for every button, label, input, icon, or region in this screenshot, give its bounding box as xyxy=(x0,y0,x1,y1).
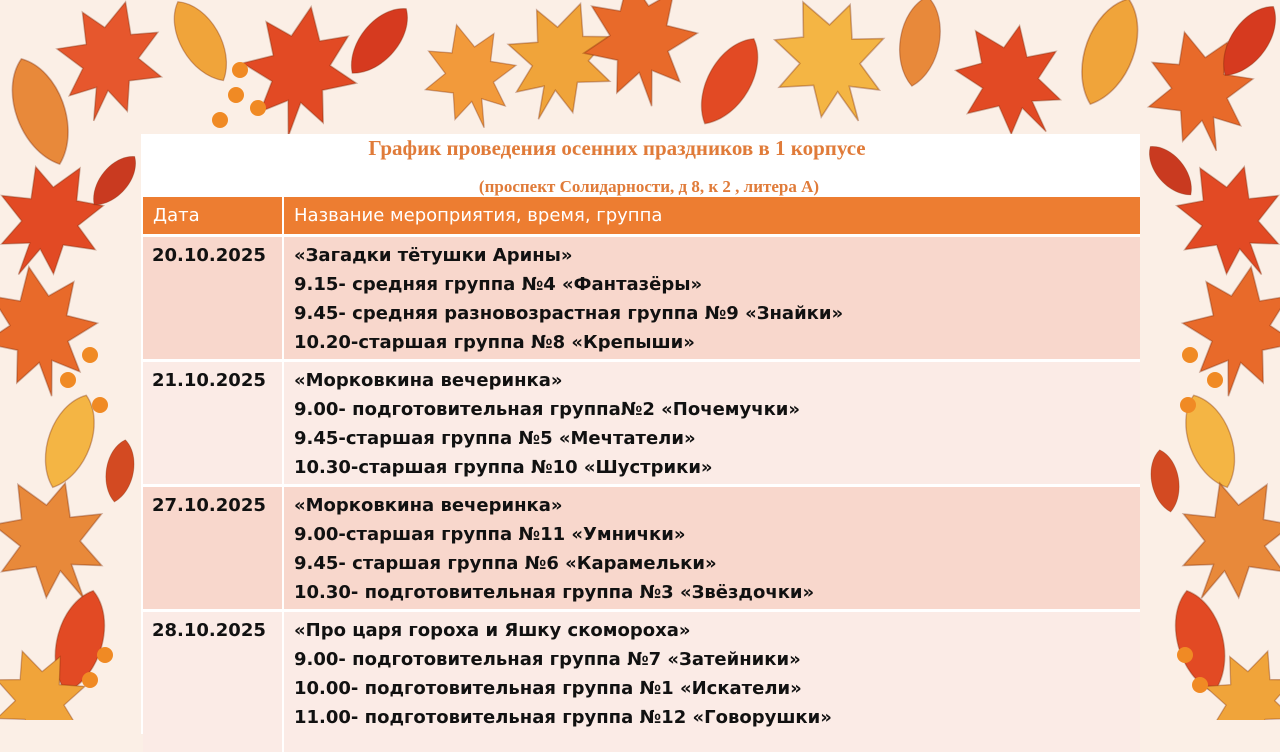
berry-icon xyxy=(1207,372,1223,388)
berry-icon xyxy=(97,647,113,663)
autumn-leaf-icon xyxy=(101,438,139,505)
autumn-leaf-icon xyxy=(572,0,708,116)
event-title: «Морковкина вечеринка» xyxy=(294,370,563,391)
berry-icon xyxy=(82,347,98,363)
event-line: 9.00-старшая группа №11 «Умнички» xyxy=(294,524,686,545)
event-cell xyxy=(284,487,814,609)
autumn-leaf-icon xyxy=(161,0,240,90)
event-line: 10.00- подготовительная группа №1 «Искатели» xyxy=(294,678,802,699)
autumn-leaf-icon xyxy=(232,0,368,146)
table-row xyxy=(143,359,1140,484)
event-line: 10.30- подготовительная группа №3 «Звёздочки» xyxy=(294,582,815,603)
berry-icon xyxy=(1177,647,1193,663)
berry-icon xyxy=(82,672,98,688)
event-line: 9.45- старшая группа №6 «Карамельки» xyxy=(294,553,717,574)
autumn-leaf-icon xyxy=(0,257,108,406)
column-header-date: Дата xyxy=(143,197,284,234)
berry-icon xyxy=(228,87,244,103)
event-line: 9.45-старшая группа №5 «Мечтатели» xyxy=(294,428,696,449)
table-row xyxy=(143,609,1140,752)
event-cell xyxy=(284,362,800,484)
event-cell xyxy=(284,237,843,359)
autumn-leaf-icon xyxy=(893,0,947,89)
autumn-leaf-icon xyxy=(1068,0,1151,112)
page-title: График проведения осенних праздников в 1 корпусе xyxy=(368,136,866,160)
autumn-leaf-icon xyxy=(411,13,529,140)
table-row xyxy=(143,484,1140,609)
berry-icon xyxy=(60,372,76,388)
berry-icon xyxy=(212,112,228,128)
date-cell: 20.10.2025 xyxy=(143,237,284,359)
autumn-leaf-icon xyxy=(1146,448,1184,515)
autumn-leaf-icon xyxy=(338,0,420,85)
berry-icon xyxy=(1182,347,1198,363)
autumn-leaf-icon xyxy=(0,141,127,302)
date-cell: 27.10.2025 xyxy=(143,487,284,609)
berry-icon xyxy=(92,397,108,413)
berry-icon xyxy=(1180,397,1196,413)
page-subtitle: (проспект Солидарности, д 8, к 2 , литера А) xyxy=(478,177,820,196)
table-row xyxy=(143,234,1140,359)
event-line: 10.20-старшая группа №8 «Крепыши» xyxy=(294,332,695,353)
event-title: «Морковкина вечеринка» xyxy=(294,495,563,516)
event-line: 10.30-старшая группа №10 «Шустрики» xyxy=(294,457,713,478)
table-header xyxy=(143,197,1140,234)
event-line: 9.00- подготовительная группа№2 «Почемучки» xyxy=(294,399,801,420)
event-line: 9.15- средняя группа №4 «Фантазёры» xyxy=(294,274,703,295)
event-line: 11.00- подготовительная группа №12 «Говорушки» xyxy=(294,707,832,728)
autumn-leaf-icon xyxy=(751,0,911,145)
date-cell: 21.10.2025 xyxy=(143,362,284,484)
date-cell: 28.10.2025 xyxy=(143,612,284,752)
column-header-event: Название мероприятия, время, группа xyxy=(294,205,663,226)
event-title: «Про царя гороха и Яшку скомороха» xyxy=(294,620,691,641)
event-title: «Загадки тётушки Арины» xyxy=(294,245,573,266)
event-line: 9.00- подготовительная группа №7 «Затейники» xyxy=(294,649,801,670)
berry-icon xyxy=(232,62,248,78)
berry-icon xyxy=(1192,677,1208,693)
autumn-leaf-icon xyxy=(1172,257,1280,406)
event-line: 9.45- средняя разновозрастная группа №9 «Знайки» xyxy=(294,303,844,324)
autumn-leaf-icon xyxy=(0,51,82,173)
schedule-table xyxy=(143,197,1140,752)
autumn-leaf-icon xyxy=(687,28,772,134)
event-cell xyxy=(284,612,832,752)
berry-icon xyxy=(250,100,266,116)
